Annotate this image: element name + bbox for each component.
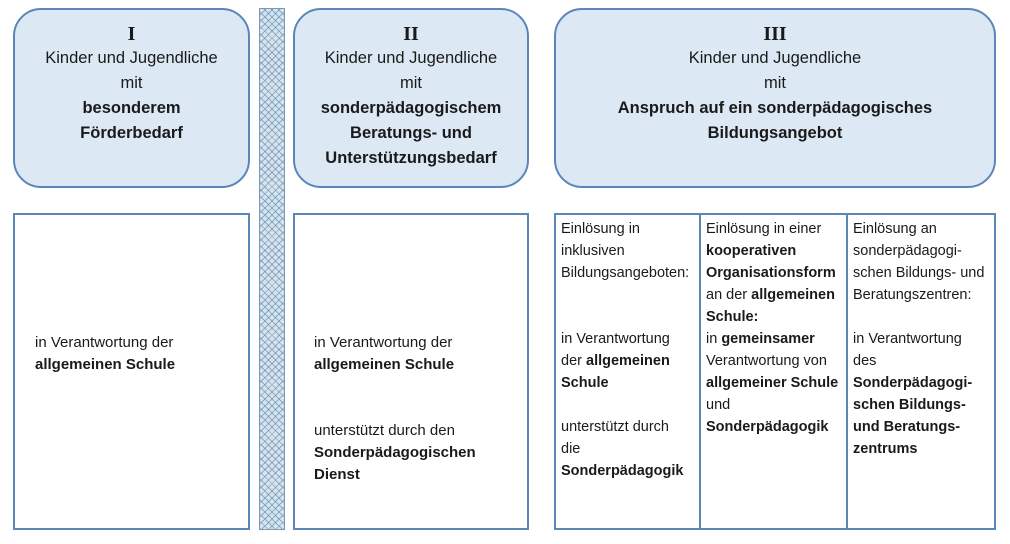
sub3-l1: Einlösung an [853,221,937,237]
body-1-bold: allgemeinen Schule [35,356,176,373]
sub3-l8: schen Bildungs- [853,397,966,413]
sub3-l3: schen Bildungs- und [853,265,985,281]
sub2-l8: allgemeiner Schule [706,375,839,391]
sub3-l5: in Verantwortung [853,331,962,347]
sub2-l3: Organisationsform [706,265,836,281]
sub-cell-inclusive [556,213,699,530]
body-column-1 [13,213,250,530]
header-column-1 [13,8,250,188]
sub-cell-centers [848,213,996,530]
sub3-l9: und Beratungs- [853,419,961,435]
body-2-bold-2a: Sonderpädagogischen [314,444,476,461]
sub2-l6-text: in [706,331,722,347]
header-3-intro: Kinder und Jugendliche [688,49,862,67]
header-column-3 [554,8,996,188]
body-1-text: in Verantwortung der [35,334,174,351]
sub3-l10: zentrums [853,441,918,457]
sub2-l6 [706,328,842,350]
header-column-2 [293,8,529,188]
hatched-separator [259,8,285,530]
sub3-l2: sonderpädagogi- [853,243,962,259]
sub3-l7: Sonderpädagogi- [853,375,973,391]
sub2-l6-bold: gemeinsamer [721,331,815,347]
sub1-l5-text: der [561,353,586,369]
header-2-connector: mit [400,74,422,92]
sub1-l9: Sonderpädagogik [561,463,684,479]
numeral-3: III [763,23,787,45]
sub2-l7: Verantwortung von [706,353,827,369]
sub1-l7: unterstützt durch [561,419,669,435]
sub1-l4: in Verantwortung [561,331,670,347]
sub2-l9: und [706,397,731,413]
sub1-l1: Einlösung in [561,221,640,237]
sub2-l4-bold: allgemeinen [751,287,835,303]
sub2-l2: kooperativen [706,243,797,259]
sub3-l6: des [853,353,877,369]
header-2-intro: Kinder und Jugendliche [324,49,498,67]
sub2-l10: Sonderpädagogik [706,419,829,435]
sub1-l2: inklusiven [561,243,625,259]
numeral-1: I [127,23,136,45]
sub3-l4: Beratungszentren: [853,287,972,303]
body-column-2 [293,213,529,530]
header-2-bold-1: sonderpädagogischem [320,99,502,117]
sub1-l8: die [561,441,581,457]
header-3-bold-2: Bildungsangebot [707,124,843,142]
sub2-l4-text: an der [706,287,752,303]
sub-cell-cooperative [701,213,846,530]
numeral-2: II [403,23,419,45]
sub1-l6: Schule [561,375,609,391]
body-2-bold-2b: Dienst [314,466,360,483]
sub1-l5 [561,350,695,372]
header-1-connector: mit [120,74,143,92]
header-3-bold-1: Anspruch auf ein sonderpädagogisches [617,99,933,117]
sub1-l3: Bildungsangeboten: [561,265,690,281]
header-1-intro: Kinder und Jugendliche [45,49,218,67]
header-2-bold-2: Beratungs- und [350,124,472,142]
sub1-l5-bold: allgemeinen [586,353,670,369]
body-2-text-2: unterstützt durch den [314,422,455,439]
body-2-bold-1: allgemeinen Schule [314,356,455,373]
sub2-l1: Einlösung in einer [706,221,822,237]
header-1-bold-1: besonderem [82,99,181,117]
header-2-bold-3: Unterstützungsbedarf [325,149,497,167]
header-1-bold-2: Förderbedarf [80,124,183,142]
sub2-l5: Schule: [706,309,759,325]
sub2-l4 [706,284,842,306]
body-2-text-1: in Verantwortung der [314,334,453,351]
header-3-connector: mit [764,74,786,92]
